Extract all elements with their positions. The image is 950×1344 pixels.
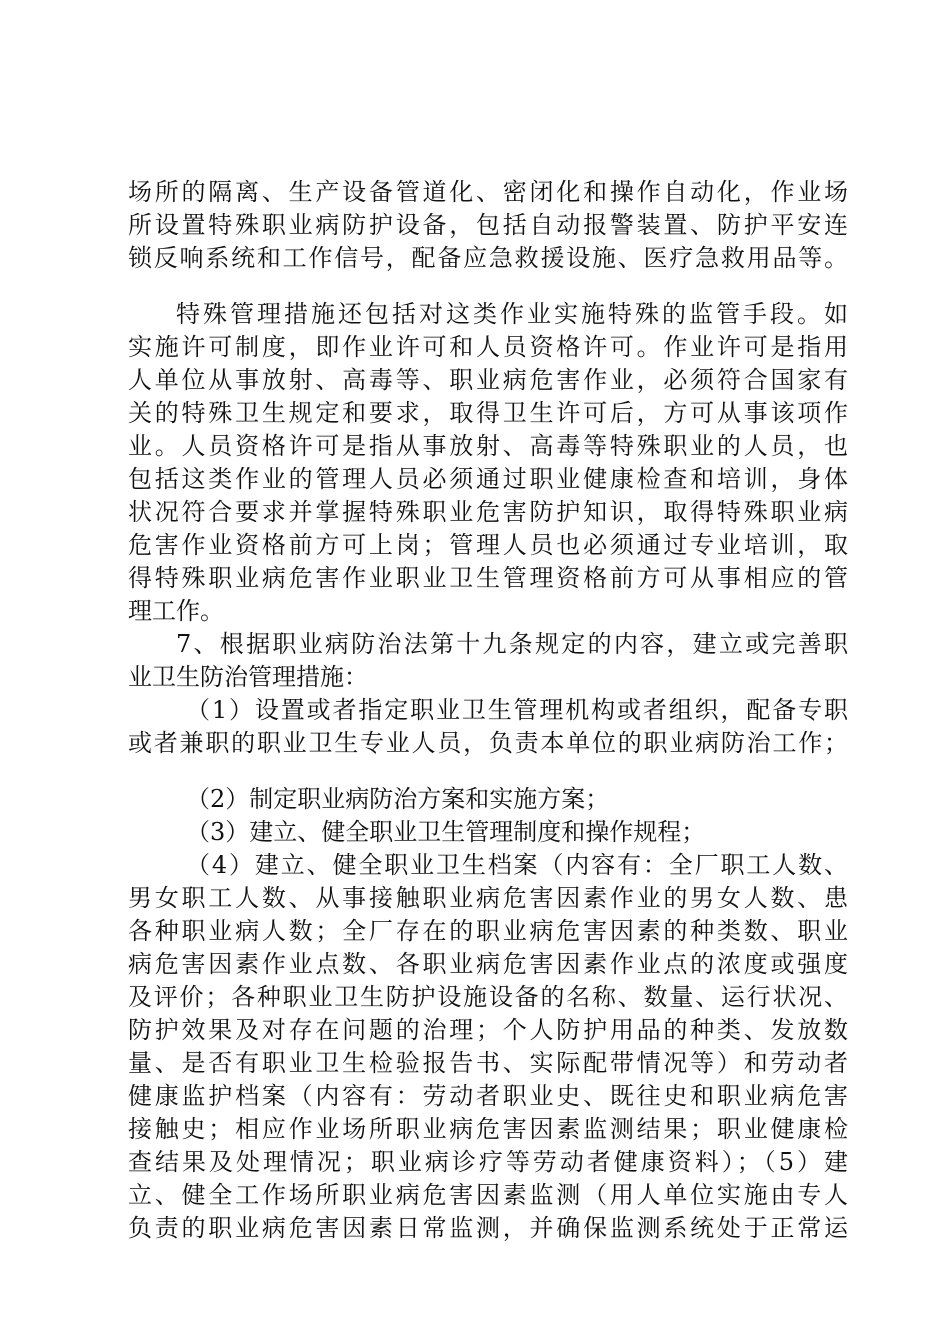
- text-line: 实施许可制度，即作业许可和人员资格许可。作业许可是指用: [128, 333, 848, 361]
- text-line: （4）建立、健全职业卫生档案（内容有：全厂职工人数、: [186, 851, 848, 879]
- text-line: （1）设置或者指定职业卫生管理机构或者组织，配备专职: [186, 696, 848, 724]
- text-line: （3）建立、健全职业卫生管理制度和操作规程；: [186, 818, 706, 846]
- text-line: 人单位从事放射、高毒等、职业病危害作业，必须符合国家有: [128, 366, 848, 394]
- text-line: （2）制定职业病防治方案和实施方案；: [186, 785, 610, 813]
- text-line: 业卫生防治管理措施：: [128, 663, 368, 691]
- text-line: 负责的职业病危害因素日常监测，并确保监测系统处于正常运: [128, 1214, 848, 1242]
- text-line: 各种职业病人数；全厂存在的职业病危害因素的种类数、职业: [128, 917, 848, 945]
- text-line: 包括这类作业的管理人员必须通过职业健康检查和培训，身体: [128, 465, 848, 493]
- text-line: 及评价；各种职业卫生防护设施设备的名称、数量、运行状况、: [128, 983, 848, 1011]
- text-line: 锁反响系统和工作信号，配备应急救援设施、医疗急救用品等。: [128, 244, 848, 272]
- text-line: 接触史；相应作业场所职业病危害因素监测结果；职业健康检: [128, 1115, 848, 1143]
- text-line: 得特殊职业病危害作业职业卫生管理资格前方可从事相应的管: [128, 564, 848, 592]
- text-line: 健康监护档案（内容有：劳动者职业史、既往史和职业病危害: [128, 1082, 848, 1110]
- text-line: 7、根据职业病防治法第十九条规定的内容，建立或完善职: [176, 630, 848, 658]
- text-line: 关的特殊卫生规定和要求，取得卫生许可后，方可从事该项作: [128, 399, 848, 427]
- text-line: 男女职工人数、从事接触职业病危害因素作业的男女人数、患: [128, 884, 848, 912]
- text-line: 危害作业资格前方可上岗；管理人员也必须通过专业培训，取: [128, 531, 848, 559]
- text-line: 场所的隔离、生产设备管道化、密闭化和操作自动化，作业场: [128, 178, 848, 206]
- text-line: 查结果及处理情况；职业病诊疗等劳动者健康资料）；（5）建: [128, 1148, 848, 1176]
- text-line: 理工作。: [128, 597, 224, 625]
- text-line: 或者兼职的职业卫生专业人员，负责本单位的职业病防治工作；: [128, 729, 848, 757]
- text-line: 立、健全工作场所职业病危害因素监测（用人单位实施由专人: [128, 1181, 848, 1209]
- text-line: 防护效果及对存在问题的治理；个人防护用品的种类、发放数: [128, 1016, 848, 1044]
- text-line: 业。人员资格许可是指从事放射、高毒等特殊职业的人员，也: [128, 432, 848, 460]
- text-line: 病危害因素作业点数、各职业病危害因素作业点的浓度或强度: [128, 950, 848, 978]
- text-line: 状况符合要求并掌握特殊职业危害防护知识，取得特殊职业病: [128, 498, 848, 526]
- text-line: 所设置特殊职业病防护设备，包括自动报警装置、防护平安连: [128, 211, 848, 239]
- text-line: 特殊管理措施还包括对这类作业实施特殊的监管手段。如: [176, 300, 848, 328]
- text-line: 量、是否有职业卫生检验报告书、实际配带情况等）和劳动者: [128, 1049, 848, 1077]
